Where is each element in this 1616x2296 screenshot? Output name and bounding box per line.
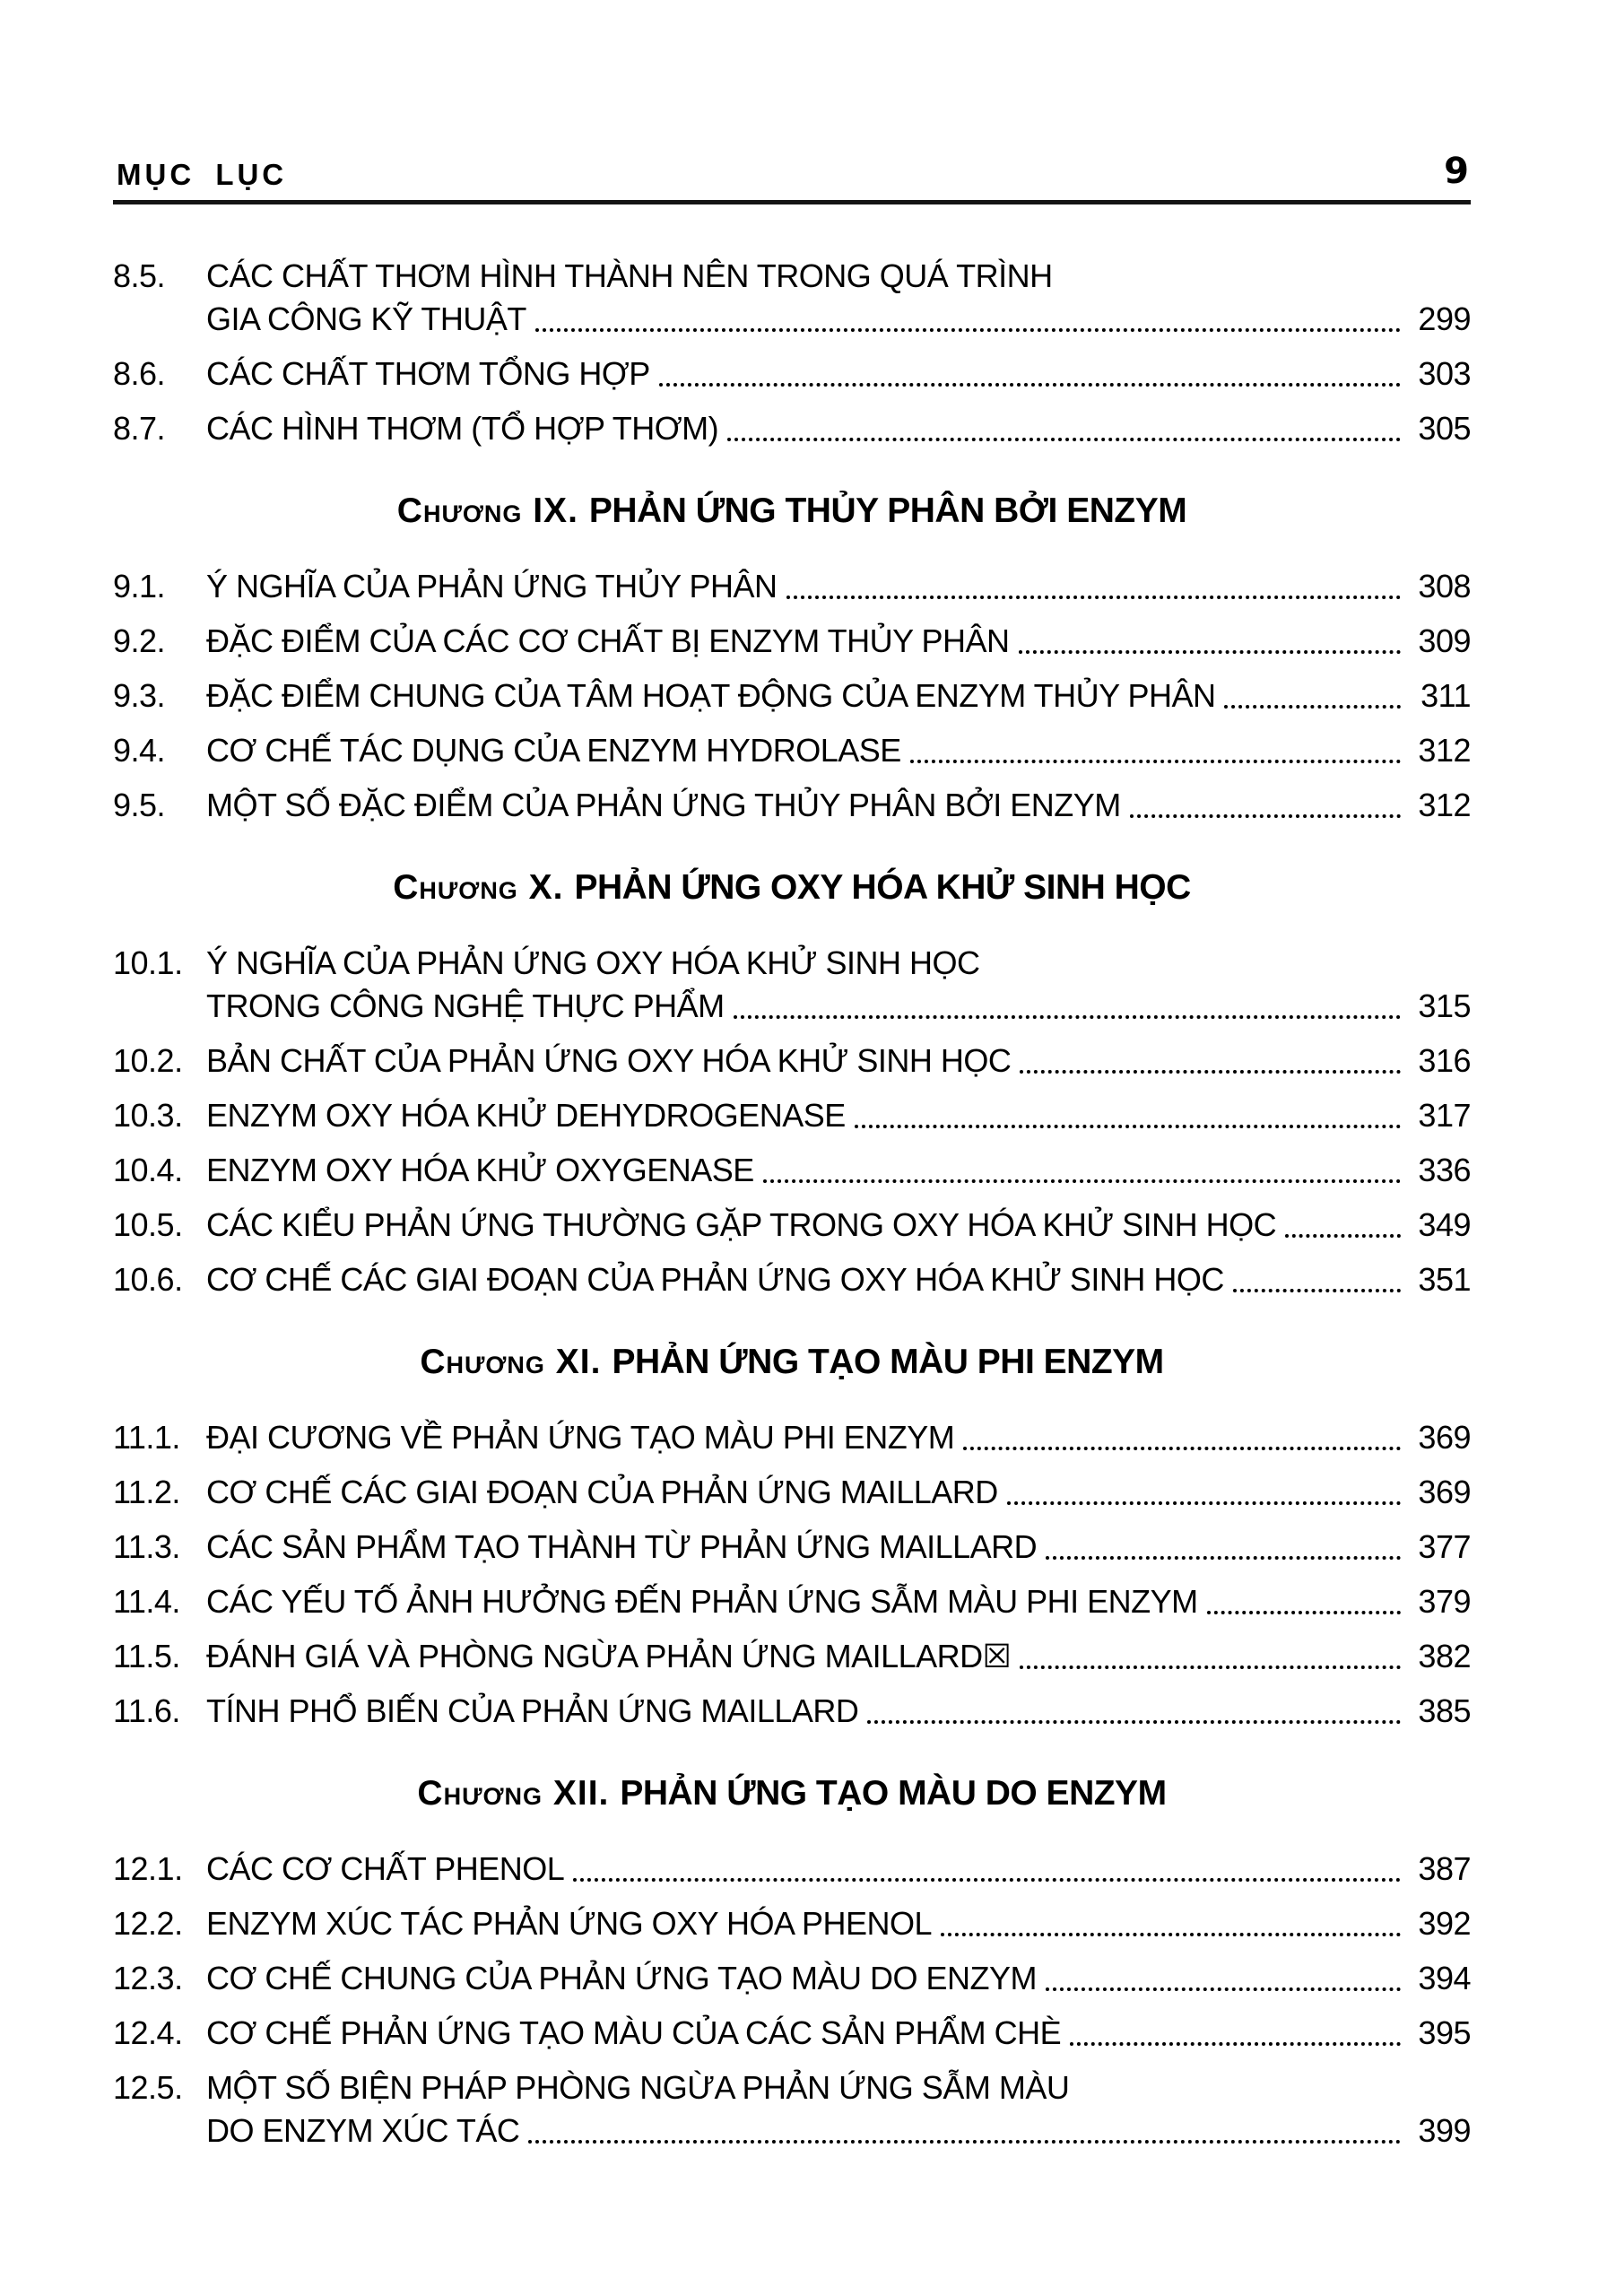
section-page: 377 (1418, 1528, 1471, 1565)
chapter-group-xii (113, 1772, 1471, 2152)
dotted-leader (1130, 814, 1401, 818)
chapter-title: PHẢN ỨNG TẠO MÀU PHI ENZYM (612, 1343, 1164, 1381)
section-page: 312 (1418, 732, 1471, 769)
dotted-leader (1224, 705, 1401, 709)
toc-entry-row (113, 298, 1471, 341)
dotted-leader (535, 328, 1401, 332)
dotted-leader (963, 1447, 1401, 1450)
section-title: CÁC CHẤT THƠM HÌNH THÀNH NÊN TRONG QUÁ TRÌNH (206, 257, 1053, 294)
chapter-title: PHẢN ỨNG THỦY PHÂN BỞI ENZYM (588, 491, 1187, 530)
toc-entry (113, 1902, 1471, 1945)
table-of-contents (113, 204, 1471, 2152)
toc-entry-row (113, 729, 1471, 772)
toc-entry (113, 1690, 1471, 1733)
toc-entry-row (113, 942, 1471, 985)
toc-entry-row (113, 674, 1471, 718)
section-number: 8.5. (113, 257, 166, 294)
section-title-continued: TRONG CÔNG NGHỆ THỰC PHẨM (206, 987, 725, 1024)
toc-entry (113, 1580, 1471, 1623)
toc-entry-row (113, 2109, 1471, 2152)
toc-entry (113, 1957, 1471, 2000)
toc-entry-row (113, 1258, 1471, 1301)
section-number: 9.1. (113, 568, 166, 604)
toc-entry-row (113, 1094, 1471, 1137)
section-number: 12.5. (113, 2069, 183, 2106)
toc-entry (113, 565, 1471, 608)
section-number: 8.7. (113, 410, 166, 447)
page-number: 9 (1444, 151, 1469, 192)
chapter-heading (113, 1341, 1471, 1384)
section-title: Ý NGHĨA CỦA PHẢN ỨNG THỦY PHÂN (206, 568, 778, 604)
section-page: 316 (1418, 1042, 1471, 1079)
section-number: 10.1. (113, 944, 183, 981)
section-title: MỘT SỐ BIỆN PHÁP PHÒNG NGỪA PHẢN ỨNG SẪM MÀU (206, 2069, 1070, 2106)
toc-entry (113, 1094, 1471, 1137)
section-number: 9.3. (113, 677, 166, 714)
section-title: ĐẠI CƯƠNG VỀ PHẢN ỨNG TẠO MÀU PHI ENZYM (206, 1419, 955, 1456)
toc-entry (113, 255, 1471, 341)
section-title: CƠ CHẾ PHẢN ỨNG TẠO MÀU CỦA CÁC SẢN PHẨM CHÈ (206, 2014, 1062, 2051)
toc-entry (113, 1471, 1471, 1514)
section-page: 308 (1418, 568, 1471, 604)
dotted-leader (910, 760, 1401, 763)
section-title: Ý NGHĨA CỦA PHẢN ỨNG OXY HÓA KHỬ SINH HỌC (206, 944, 980, 981)
toc-entry (113, 1848, 1471, 1891)
section-title: CƠ CHẾ TÁC DỤNG CỦA ENZYM HYDROLASE (206, 732, 901, 769)
toc-entry-row (113, 565, 1471, 608)
toc-entry-row (113, 1149, 1471, 1192)
toc-entry-row (113, 784, 1471, 827)
section-number: 9.5. (113, 787, 166, 823)
dotted-leader (855, 1125, 1401, 1128)
section-page: 305 (1418, 410, 1471, 447)
chapter-group-xi (113, 1341, 1471, 1733)
section-page: 395 (1418, 2014, 1471, 2051)
toc-entry (113, 1526, 1471, 1569)
dotted-leader (1020, 1665, 1401, 1669)
dotted-leader (1285, 1234, 1401, 1238)
section-number: 11.2. (113, 1474, 180, 1510)
chapter-label: Chương XI. (420, 1343, 602, 1381)
section-title: CÁC HÌNH THƠM (TỔ HỢP THƠM) (206, 410, 719, 447)
toc-entry-row (113, 1902, 1471, 1945)
toc-entry (113, 1039, 1471, 1083)
toc-entry-row (113, 985, 1471, 1028)
section-title: CÁC CHẤT THƠM TỔNG HỢP (206, 355, 650, 392)
section-number: 12.3. (113, 1960, 183, 1996)
section-page: 369 (1418, 1419, 1471, 1456)
dotted-leader (763, 1179, 1401, 1183)
section-page: 299 (1418, 300, 1471, 337)
toc-entry (113, 674, 1471, 718)
toc-entry-row (113, 1690, 1471, 1733)
section-number: 10.5. (113, 1206, 183, 1243)
section-title: CÁC CƠ CHẤT PHENOL (206, 1850, 565, 1887)
dotted-leader (941, 1933, 1401, 1936)
section-title-continued: GIA CÔNG KỸ THUẬT (206, 300, 526, 337)
dotted-leader (786, 596, 1401, 599)
dotted-leader (1019, 650, 1402, 654)
toc-entry (113, 1416, 1471, 1459)
toc-entry-row (113, 1526, 1471, 1569)
dotted-leader (867, 1720, 1401, 1724)
section-number: 12.1. (113, 1850, 183, 1887)
dotted-leader (573, 1878, 1401, 1882)
section-page: 385 (1418, 1692, 1471, 1729)
section-page: 349 (1418, 1206, 1471, 1243)
toc-entry-row (113, 1416, 1471, 1459)
toc-entry (113, 784, 1471, 827)
section-title: CÁC SẢN PHẨM TẠO THÀNH TỪ PHẢN ỨNG MAILLARD (206, 1528, 1038, 1565)
chapter-heading (113, 1772, 1471, 1815)
toc-entry (113, 352, 1471, 396)
section-page: 382 (1418, 1638, 1471, 1674)
section-title-continued: DO ENZYM XÚC TÁC (206, 2112, 520, 2149)
section-page: 399 (1418, 2112, 1471, 2149)
section-title: ENZYM OXY HÓA KHỬ DEHYDROGENASE (206, 1097, 846, 1134)
section-title: TÍNH PHỔ BIẾN CỦA PHẢN ỨNG MAILLARD (206, 1692, 859, 1729)
chapter-group-ix (113, 490, 1471, 827)
chapter-title: PHẢN ỨNG OXY HÓA KHỬ SINH HỌC (574, 868, 1191, 907)
toc-entry-row (113, 1580, 1471, 1623)
toc-entry-row (113, 1957, 1471, 2000)
section-title: CƠ CHẾ CÁC GIAI ĐOẠN CỦA PHẢN ỨNG MAILLARD (206, 1474, 998, 1510)
toc-entry-row (113, 2066, 1471, 2109)
section-number: 9.4. (113, 732, 166, 769)
dotted-leader (727, 438, 1401, 441)
toc-entry-row (113, 1848, 1471, 1891)
dotted-leader (1070, 2042, 1401, 2046)
section-title: CÁC KIỂU PHẢN ỨNG THƯỜNG GẶP TRONG OXY HÓA KHỬ SINH HỌC (206, 1206, 1277, 1243)
dotted-leader (1007, 1501, 1401, 1505)
toc-entry-row (113, 352, 1471, 396)
toc-entry-row (113, 255, 1471, 298)
toc-entry (113, 407, 1471, 450)
toc-entry-row (113, 1635, 1471, 1678)
section-page: 312 (1418, 787, 1471, 823)
dotted-leader (659, 383, 1401, 387)
dotted-leader (528, 2140, 1401, 2144)
section-number: 11.4. (113, 1583, 180, 1620)
toc-entry (113, 942, 1471, 1028)
section-title: ĐÁNH GIÁ VÀ PHÒNG NGỪA PHẢN ỨNG MAILLARD☒ (206, 1638, 1012, 1674)
section-title: CƠ CHẾ CHUNG CỦA PHẢN ỨNG TẠO MÀU DO ENZYM (206, 1960, 1038, 1996)
section-page: 351 (1418, 1261, 1471, 1298)
toc-entry (113, 2066, 1471, 2152)
toc-entry-row (113, 407, 1471, 450)
chapter-heading (113, 866, 1471, 909)
section-page: 303 (1418, 355, 1471, 392)
section-number: 10.3. (113, 1097, 183, 1134)
toc-entry-row (113, 1204, 1471, 1247)
toc-entry-row (113, 620, 1471, 663)
section-title: ENZYM XÚC TÁC PHẢN ỨNG OXY HÓA PHENOL (206, 1905, 933, 1942)
toc-entry (113, 729, 1471, 772)
section-title: CÁC YẾU TỐ ẢNH HƯỞNG ĐẾN PHẢN ỨNG SẪM MÀU PHI ENZYM (206, 1583, 1198, 1620)
section-number: 10.6. (113, 1261, 183, 1298)
section-page: 379 (1418, 1583, 1471, 1620)
section-page: 317 (1418, 1097, 1471, 1134)
section-page: 392 (1418, 1905, 1471, 1942)
section-page: 394 (1418, 1960, 1471, 1996)
section-title: ĐẶC ĐIỂM CỦA CÁC CƠ CHẤT BỊ ENZYM THỦY PHÂN (206, 622, 1010, 659)
section-number: 12.4. (113, 2014, 183, 2051)
section-number: 11.6. (113, 1692, 180, 1729)
section-title: CƠ CHẾ CÁC GIAI ĐOẠN CỦA PHẢN ỨNG OXY HÓA KHỬ SINH HỌC (206, 1261, 1224, 1298)
toc-entry-row (113, 1039, 1471, 1083)
section-number: 8.6. (113, 355, 166, 392)
section-number: 10.4. (113, 1152, 183, 1188)
toc-entry-row (113, 2012, 1471, 2055)
dotted-leader (1207, 1611, 1401, 1614)
toc-entry (113, 1635, 1471, 1678)
section-title: ĐẶC ĐIỂM CHUNG CỦA TÂM HOẠT ĐỘNG CỦA ENZYM THỦY PHÂN (206, 677, 1216, 714)
section-number: 12.2. (113, 1905, 183, 1942)
section-page: 369 (1418, 1474, 1471, 1510)
page-header (113, 151, 1471, 204)
chapter-label: Chương X. (393, 868, 564, 907)
chapter-heading (113, 490, 1471, 533)
dotted-leader (1020, 1070, 1401, 1074)
section-page: 387 (1418, 1850, 1471, 1887)
section-number: 11.3. (113, 1528, 180, 1565)
section-page: 336 (1418, 1152, 1471, 1188)
dotted-leader (1233, 1289, 1401, 1292)
toc-entry (113, 1149, 1471, 1192)
chapter-group-x (113, 866, 1471, 1301)
section-page: 315 (1418, 987, 1471, 1024)
toc-entry (113, 2012, 1471, 2055)
section-number: 11.1. (113, 1419, 180, 1456)
section-page: 309 (1418, 622, 1471, 659)
section-number: 9.2. (113, 622, 166, 659)
chapter-label: Chương IX. (396, 491, 578, 530)
section-number: 10.2. (113, 1042, 183, 1079)
toc-entry (113, 1204, 1471, 1247)
section-title: BẢN CHẤT CỦA PHẢN ỨNG OXY HÓA KHỬ SINH HỌC (206, 1042, 1012, 1079)
toc-entry-row (113, 1471, 1471, 1514)
section-number: 11.5. (113, 1638, 180, 1674)
section-title: ENZYM OXY HÓA KHỬ OXYGENASE (206, 1152, 754, 1188)
page-title: MỤC LỤC (117, 158, 288, 191)
chapter-label: Chương XII. (417, 1774, 610, 1813)
section-page: 311 (1421, 677, 1471, 714)
toc-entry (113, 620, 1471, 663)
chapter-group-viii (113, 255, 1471, 450)
chapter-title: PHẢN ỨNG TẠO MÀU DO ENZYM (620, 1774, 1167, 1813)
dotted-leader (1046, 1556, 1401, 1560)
dotted-leader (1046, 1987, 1401, 1991)
dotted-leader (734, 1015, 1401, 1019)
toc-entry (113, 1258, 1471, 1301)
section-title: MỘT SỐ ĐẶC ĐIỂM CỦA PHẢN ỨNG THỦY PHÂN BỞI ENZYM (206, 787, 1121, 823)
